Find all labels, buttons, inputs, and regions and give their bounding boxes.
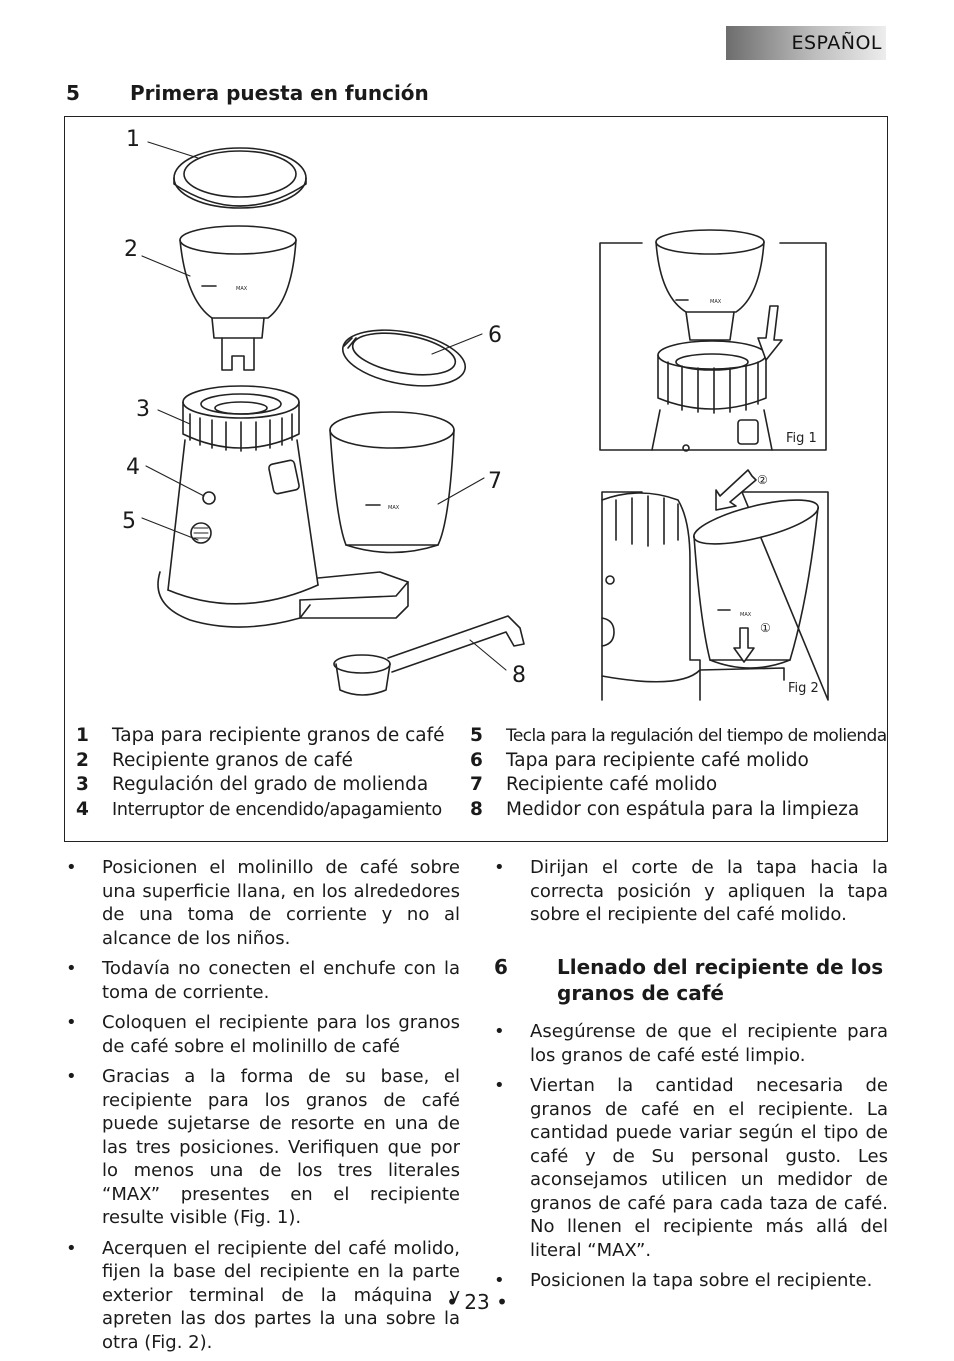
callout-3: 3	[136, 397, 150, 422]
list-item: • Posicionen el molinillo de café sobre una superficie llana, en los alrededores de una toma de corriente y no al alcance de los niños.	[64, 856, 460, 950]
right-instructions-top	[492, 856, 888, 934]
section-5-title: Primera puesta en función	[130, 81, 429, 105]
list-item: • Todavía no conecten el enchufe con la toma de corriente.	[64, 957, 460, 1004]
legend-number: 3	[76, 774, 89, 795]
callout-6: 6	[488, 323, 502, 348]
ground-coffee-lid-drawing	[338, 322, 469, 395]
right-instructions-bottom	[492, 1020, 888, 1300]
fig2-step-2: ②	[757, 473, 768, 487]
list-item: • Coloquen el recipiente para los granos de café sobre el molinillo de café	[64, 1011, 460, 1058]
fig1-label: Fig 1	[786, 431, 817, 446]
legend-text: Tapa para recipiente café molido	[506, 749, 809, 771]
fig2-step-1: ①	[760, 621, 771, 635]
legend-number: 4	[76, 798, 89, 820]
bean-hopper-drawing	[180, 226, 296, 370]
legend-text: Recipiente café molido	[506, 774, 718, 795]
page-number: • 23 •	[446, 1290, 508, 1314]
legend-number: 5	[470, 725, 483, 746]
left-instructions	[64, 856, 460, 1361]
callout-4: 4	[126, 455, 140, 480]
legend-text: Recipiente granos de café	[112, 749, 353, 771]
fig1-inset	[600, 230, 826, 451]
callout-7: 7	[488, 469, 502, 494]
legend-number: 1	[76, 725, 89, 746]
legend-number: 8	[470, 798, 483, 820]
legend-text: Regulación del grado de molienda	[112, 774, 429, 795]
callout-1: 1	[126, 127, 140, 152]
list-item: • Asegúrense de que el recipiente para los granos de café esté limpio.	[492, 1020, 888, 1067]
legend-number: 6	[470, 749, 483, 771]
fig1-max-mark: MAX	[710, 299, 722, 305]
callout-5: 5	[122, 509, 136, 534]
list-item: • Acerquen el recipiente del café molido, fijen la base del recipiente en la parte exterior terminal de la máquina y apreten las dos partes la una sobre la otra (Fig. 2).	[64, 1237, 460, 1355]
legend-text: Tecla para la regulación del tiempo de molienda	[506, 726, 887, 746]
list-item: • Viertan la cantidad necesaria de granos de café en el recipiente. La cantidad puede variar según el tipo de café y de Su personal gusto. Les aconsejamos utilicen un medidor de granos de café para cada taza de café. No llenen el recipiente más allá del literal “MAX”.	[492, 1074, 888, 1262]
list-item: • Dirijan el corte de la tapa hacia la correcta posición y apliquen la tapa sobre el recipiente del café molido.	[492, 856, 888, 927]
measuring-spoon-drawing	[334, 616, 524, 695]
callout-2: 2	[124, 237, 138, 262]
list-item: • Gracias a la forma de su base, el recipiente para los granos de café puede sujetarse de resorte en una de las tres posiciones. Verifiquen que por lo menos una de los tres literales “MAX” presentes en el recipiente resulte visible (Fig. 1).	[64, 1065, 460, 1230]
language-label: ESPAÑOL	[791, 32, 882, 54]
container-max-mark: MAX	[388, 505, 400, 511]
section-6-number: 6	[494, 955, 508, 979]
fig2-max-mark: MAX	[740, 612, 752, 618]
legend-text: Tapa para recipiente granos de café	[112, 725, 445, 746]
legend-number: 7	[470, 774, 483, 795]
hopper-max-mark: MAX	[236, 286, 248, 292]
fig2-inset	[602, 470, 828, 700]
section-5-number: 5	[66, 81, 80, 105]
legend-number: 2	[76, 749, 89, 771]
fig2-label: Fig 2	[788, 681, 819, 696]
legend-text: Interruptor de encendido/apagamiento	[112, 799, 442, 820]
callout-8: 8	[512, 663, 526, 688]
section-6-title: Llenado del recipiente de los granos de café	[557, 955, 884, 1005]
legend-text: Medidor con espátula para la limpieza	[506, 798, 860, 820]
list-item: • Posicionen la tapa sobre el recipiente.	[492, 1269, 888, 1293]
ground-coffee-container-drawing	[330, 412, 454, 553]
